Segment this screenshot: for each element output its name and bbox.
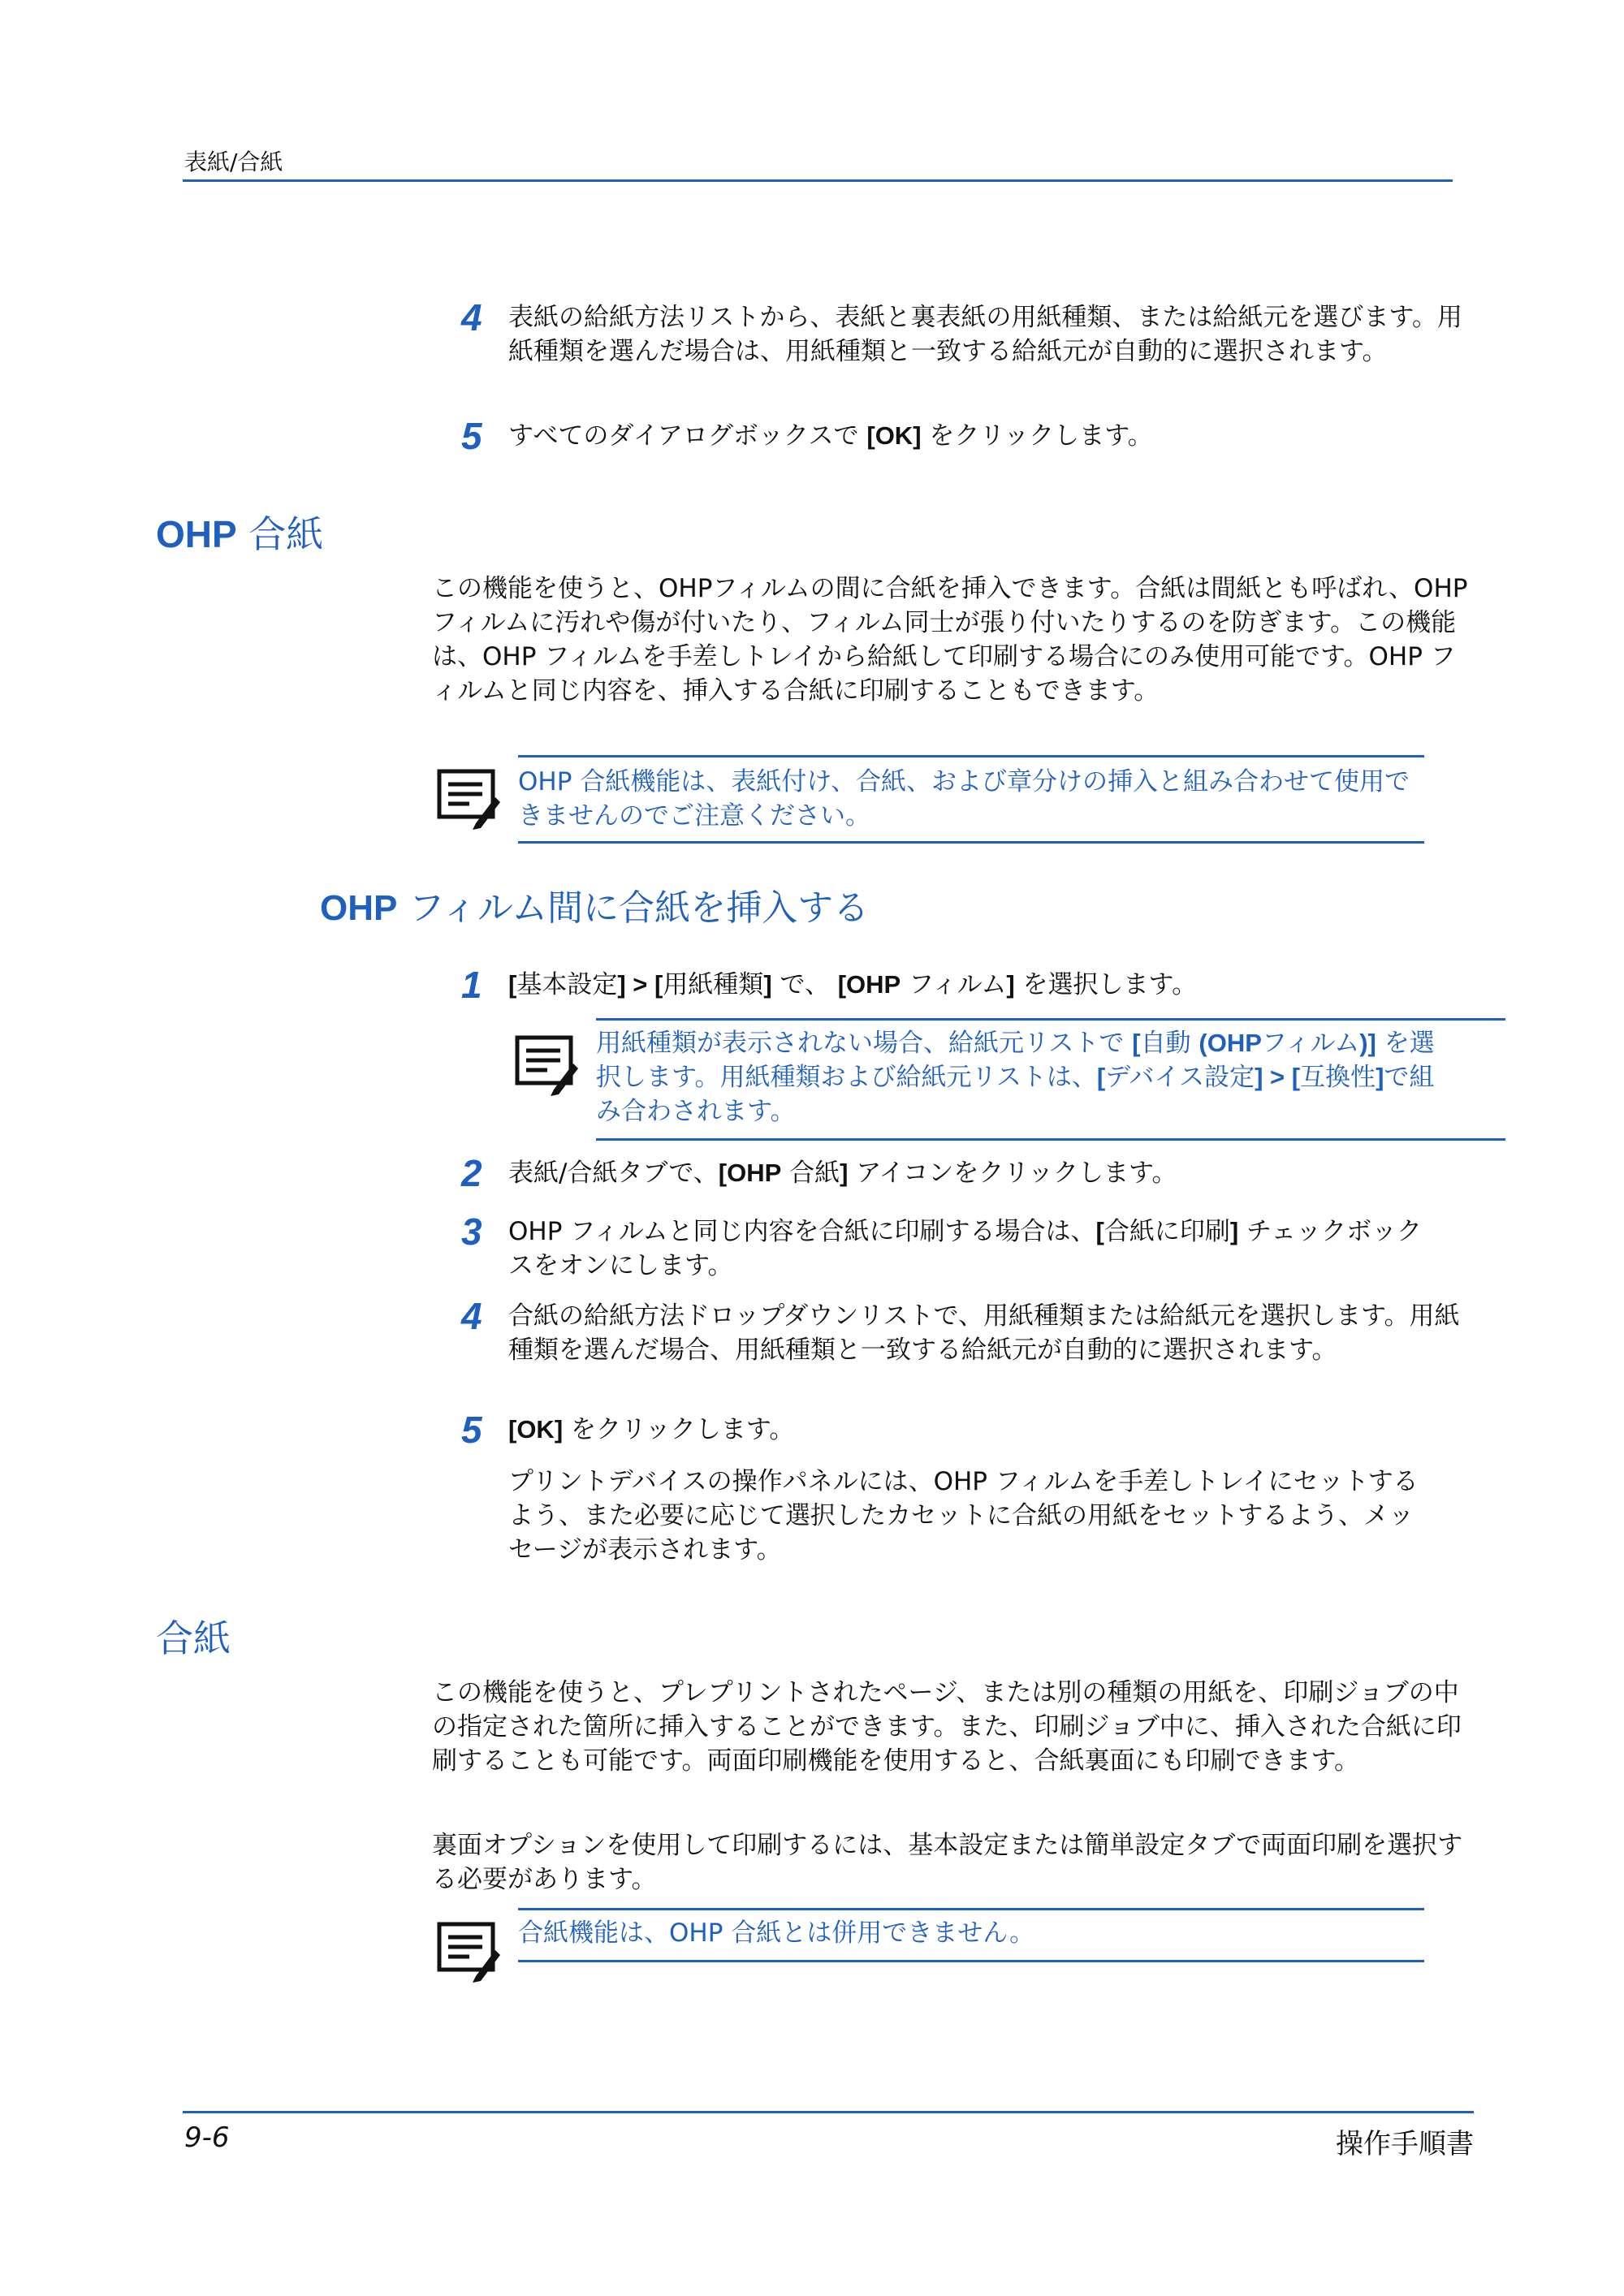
step-number: 4 [461, 296, 482, 339]
step-number: 3 [461, 1211, 482, 1253]
section-heading-insert: 合紙 [156, 1616, 231, 1660]
step-text: 合紙の給紙方法ドロップダウンリストで、用紙種類または給紙元を選択します。用紙種類を選んだ場合、用紙種類と一致する給紙元が自動的に選択されます。 [508, 1301, 1460, 1365]
ohp-section-body: この機能を使うと、OHPフィルムの間に合紙を挿入できます。合紙は間紙とも呼ばれ、OHP フィルムに汚れや傷が付いたり、フィルム同士が張り付いたりするのを防ぎます。この機能は、OHP フィルムを手差しトレイから給紙して印刷する場合にのみ使用可能です。OHP フィルムと同じ内容を、挿入する合紙に印刷することもできます。 [432, 574, 1468, 706]
note-text: 用紙種類が表示されない場合、給紙元リストで [自動 (OHPフィルム)] を選択します。用紙種類および給紙元リストは、[デバイス設定] > [互換性]で組み合わされます。 [596, 1029, 1435, 1126]
step-detail-text: プリントデバイスの操作パネルには、OHP フィルムを手差しトレイにセットするよう、また必要に応じて選択したカセットに合紙の用紙をセットするよう、メッセージが表示されます。 [508, 1467, 1419, 1564]
procedure-step-4 [461, 1295, 1468, 1367]
step-number: 5 [461, 1409, 482, 1451]
step-number: 4 [461, 1295, 482, 1337]
step-text: 表紙/合紙タブで、[OHP 合紙] アイコンをクリックします。 [508, 1159, 1177, 1188]
cover-step-5 [461, 415, 1468, 457]
step-text: 表紙の給紙方法リストから、表紙と裏表紙の用紙種類、または給紙元を選びます。用紙種類を選んだ場合は、用紙種類と一致する給紙元が自動的に選択されます。 [508, 303, 1462, 366]
step-number: 5 [461, 415, 482, 457]
note-icon [437, 1919, 500, 1983]
procedure-step-5-detail [461, 1465, 1436, 1567]
step-number: 1 [461, 964, 482, 1006]
procedure-step-3 [461, 1211, 1436, 1283]
insert-section-body-1: この機能を使うと、プレプリントされたページ、または別の種類の用紙を、印刷ジョブの中の指定された箇所に挿入することができます。また、印刷ジョブ中に、挿入された合紙に印刷することも可能です。両面印刷機能を使用すると、合紙裏面にも印刷できます。 [432, 1678, 1462, 1776]
procedure-step-2 [461, 1152, 1468, 1194]
insert-section-body-2: 裏面オプションを使用して印刷するには、基本設定または簡単設定タブで両面印刷を選択する必要があります。 [432, 1831, 1463, 1894]
cover-step-4 [461, 296, 1468, 369]
note-text: 合紙機能は、OHP 合紙とは併用できません。 [518, 1918, 1035, 1948]
step-text: [基本設定] > [用紙種類] で、 [OHP フィルム] を選択します。 [508, 970, 1198, 999]
header-rule [183, 179, 1453, 182]
step-text: OHP フィルムと同じ内容を合紙に印刷する場合は、[合紙に印刷] チェックボックスをオンにします。 [508, 1217, 1423, 1280]
note-icon [437, 766, 500, 830]
step-number: 2 [461, 1152, 482, 1194]
footer-rule [183, 2111, 1474, 2113]
procedure-heading: OHP フィルム間に合紙を挿入する [320, 887, 870, 929]
procedure-step-5 [461, 1409, 1468, 1451]
page-number: 9-6 [184, 2121, 230, 2154]
note-icon [515, 1033, 578, 1096]
step-text: すべてのダイアログボックスで [OK] をクリックします。 [508, 421, 1153, 451]
note-text: OHP 合紙機能は、表紙付け、合紙、および章分けの挿入と組み合わせて使用できませんのでご注意ください。 [518, 767, 1410, 831]
manual-title: 操作手順書 [1336, 2128, 1474, 2160]
step-text: [OK] をクリックします。 [508, 1415, 795, 1444]
section-heading-ohp-insert: OHP 合紙 [156, 512, 324, 556]
header-section-title: 表紙/合紙 [184, 149, 283, 175]
procedure-step-1 [461, 964, 1468, 1006]
